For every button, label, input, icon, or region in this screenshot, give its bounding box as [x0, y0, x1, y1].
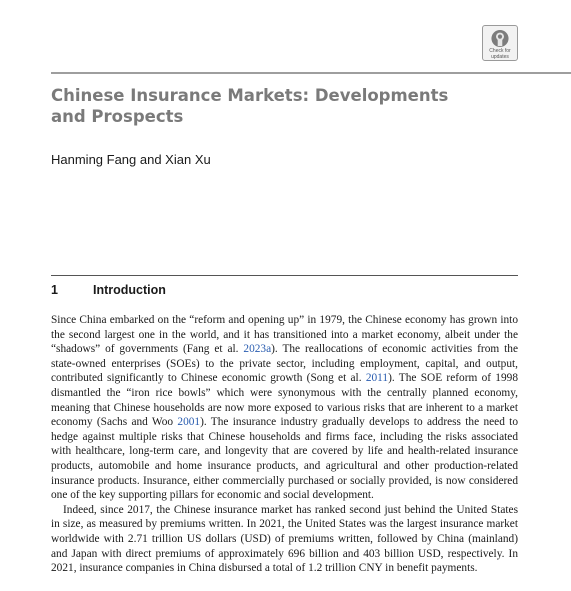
paragraph-1	[51, 313, 518, 503]
chapter-title-line-1: Chinese Insurance Markets: Developments	[51, 86, 449, 105]
citation-link-sachs-woo-2001[interactable]: 2001	[177, 416, 201, 429]
body-text	[51, 313, 518, 576]
paragraph-1-text-4: ). The insurance industry gradually develops to address the need to hedge against multiple risks that Chinese households and firms face, including the risks associated with healthcare, long-term care, and longevity that are covered by life and health-related insurance products, automobile and home insurance products, and agricultural and other production-related insurance products. Insurance, either commercially purchased or socially provided, is now considered one of the key supporting pillars for economic and social development.	[51, 416, 518, 502]
section-rule	[51, 275, 518, 276]
badge-line-1: Check for	[489, 48, 511, 54]
crossmark-icon	[490, 29, 510, 48]
chapter-title-line-2: and Prospects	[51, 107, 184, 126]
paragraph-1-text-3: ). The SOE reform of 1998 dismantled the “iron rice bowls” which were synonymous with the centrally planned economy, meaning that Chinese households are now more exposed to various risks that are inherent to a market economy (Sachs and Woo	[51, 372, 518, 429]
badge-line-2: updates	[491, 53, 509, 60]
section-number: 1	[51, 283, 58, 297]
chapter-title	[51, 85, 451, 127]
check-for-updates-badge[interactable]	[482, 25, 518, 61]
paragraph-1-text-2: ). The reallocations of economic activities from the state-owned enterprises (SOEs) to the private sector, including employment, capital, and output, contributed significantly to Chinese economic growth (Song et al.	[51, 343, 518, 385]
citation-link-fang-2023a[interactable]: 2023a	[243, 343, 272, 356]
header-rule	[51, 72, 571, 74]
section-title: Introduction	[93, 283, 166, 297]
check-for-updates-label	[489, 49, 510, 60]
author-list: Hanming Fang and Xian Xu	[51, 152, 211, 167]
paragraph-1-text-1: Since China embarked on the “reform and opening up” in 1979, the Chinese economy has grown into the second largest one in the world, and it has transitioned into a market economy, albeit under the “shadows” of governments (Fang et al.	[51, 314, 518, 356]
citation-link-song-2011[interactable]: 2011	[365, 372, 389, 385]
section-heading	[51, 282, 166, 298]
paragraph-2: Indeed, since 2017, the Chinese insurance market has ranked second just behind the United States in size, as measured by premiums written. In 2021, the United States was the largest insurance market worldwide with 2.71 trillion US dollars (USD) of premiums written, followed by China (mainland) and Japan with direct premiums of approximately 696 billion and 403 billion USD, respectively. In 2021, insurance companies in China disbursed a total of 1.2 trillion CNY in benefit payments.	[51, 503, 518, 575]
